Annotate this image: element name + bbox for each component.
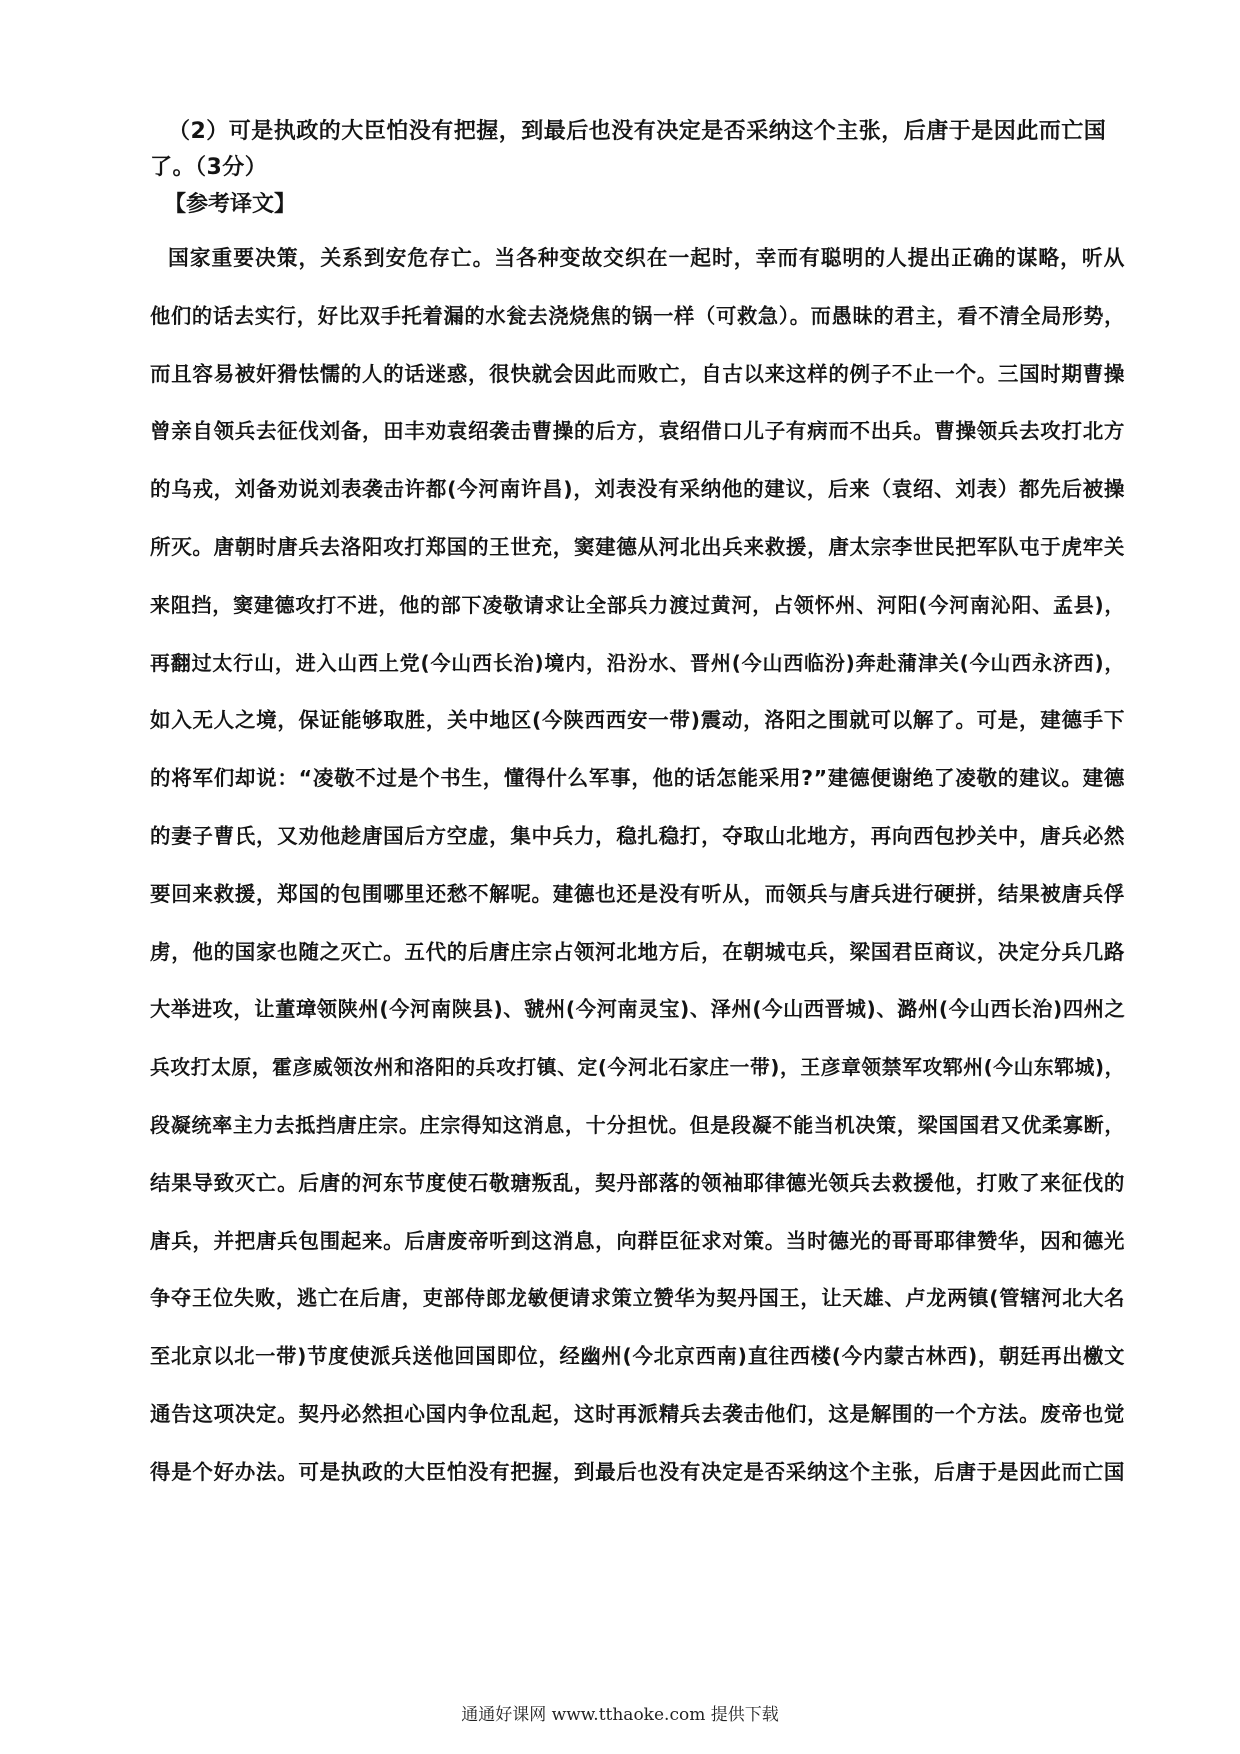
translation-line: 至北京以北一带)节度使派兵送他回国即位，经幽州(今北京西南)直往西楼(今内蒙古林西)，朝廷再出檄文 xyxy=(150,1344,1125,1369)
translation-line: 的妻子曹氏，又劝他趁唐国后方空虚，集中兵力，稳扎稳打，夺取山北地方，再向西包抄关中，唐兵必然 xyxy=(150,823,1125,848)
translation-line: 再翻过太行山，进入山西上党(今山西长治)境内，沿汾水、晋州(今山西临汾)奔赴蒲津关(今山西永济西)， xyxy=(150,650,1125,675)
translation-line: 段凝统率主力去抵挡唐庄宗。庄宗得知这消息，十分担忧。但是段凝不能当机决策，梁国国君又优柔寡断， xyxy=(150,1112,1125,1137)
translation-line: 的将军们却说：“凌敬不过是个书生，懂得什么军事，他的话怎能采用?”建德便谢绝了凌敬的建议。建德 xyxy=(150,766,1125,791)
translation-line: 所灭。唐朝时唐兵去洛阳攻打郑国的王世充，窦建德从河北出兵来救援，唐太宗李世民把军队屯于虎牢关 xyxy=(150,534,1125,559)
translation-line: 来阻挡，窦建德攻打不进，他的部下凌敬请求让全部兵力渡过黄河，占领怀州、河阳(今河南沁阳、孟县)， xyxy=(150,592,1125,617)
question-item: （2）可是执政的大臣怕没有把握，到最后也没有决定是否采纳这个主张，后唐于是因此而亡国了。（3分） xyxy=(150,119,1107,180)
translation-line: 大举进攻，让董璋领陕州(今河南陕县)、虢州(今河南灵宝)、泽州(今山西晋城)、潞州(今山西长治)四州之 xyxy=(150,997,1126,1022)
translation-line: 得是个好办法。可是执政的大臣怕没有把握，到最后也没有决定是否采纳这个主张，后唐于是因此而亡国 xyxy=(150,1459,1125,1484)
translation-line: 的乌戎，刘备劝说刘表袭击许都(今河南许昌)，刘表没有采纳他的建议，后来（袁绍、刘表）都先后被操 xyxy=(150,477,1125,502)
page-footer: 通通好课网 www.tthaoke.com 提供下载 xyxy=(461,1705,779,1725)
translation-paragraph xyxy=(150,230,1125,1502)
translation-line: 唐兵，并把唐兵包围起来。后唐废帝听到这消息，向群臣征求对策。当时德光的哥哥耶律赞华，因和德光 xyxy=(150,1228,1125,1253)
translation-line: 兵攻打太原，霍彦威领汝州和洛阳的兵攻打镇、定(今河北石家庄一带)，王彦章领禁军攻郓州(今山东郓城)， xyxy=(150,1056,1125,1080)
translation-line: 争夺王位失败，逃亡在后唐，吏部侍郎龙敏便请求策立赞华为契丹国王，让天雄、卢龙两镇(管辖河北大名 xyxy=(150,1286,1125,1311)
translation-line: 曾亲自领兵去征伐刘备，田丰劝袁绍袭击曹操的后方，袁绍借口儿子有病而不出兵。曹操领兵去攻打北方 xyxy=(150,419,1125,444)
translation-line: 如入无人之境，保证能够取胜，关中地区(今陕西西安一带)震动，洛阳之围就可以解了。可是，建德手下 xyxy=(150,708,1125,733)
translation-line: 他们的话去实行，好比双手托着漏的水瓮去浇烧焦的锅一样（可救急）。而愚昧的君主，看不清全局形势， xyxy=(150,303,1125,328)
translation-line: 国家重要决策，关系到安危存亡。当各种变故交织在一起时，幸而有聪明的人提出正确的谋略，听从 xyxy=(168,246,1125,270)
translation-line: 通告这项决定。契丹必然担心国内争位乱起，这时再派精兵去袭击他们，这是解围的一个方法。废帝也觉 xyxy=(150,1401,1125,1426)
translation-line: 而且容易被奸猾怯懦的人的话迷惑，很快就会因此而败亡，自古以来这样的例子不止一个。三国时期曹操 xyxy=(150,361,1125,386)
translation-line: 虏，他的国家也随之灭亡。五代的后唐庄宗占领河北地方后，在朝城屯兵，梁国君臣商议，决定分兵几路 xyxy=(150,939,1125,964)
translation-line: 要回来救援，郑国的包围哪里还愁不解呢。建德也还是没有听从，而领兵与唐兵进行硬拼，结果被唐兵俘 xyxy=(150,881,1125,906)
section-heading: 【参考译文】 xyxy=(164,192,297,217)
translation-line: 结果导致灭亡。后唐的河东节度使石敬瑭叛乱，契丹部落的领袖耶律德光领兵去救援他，打败了来征伐的 xyxy=(150,1170,1125,1195)
